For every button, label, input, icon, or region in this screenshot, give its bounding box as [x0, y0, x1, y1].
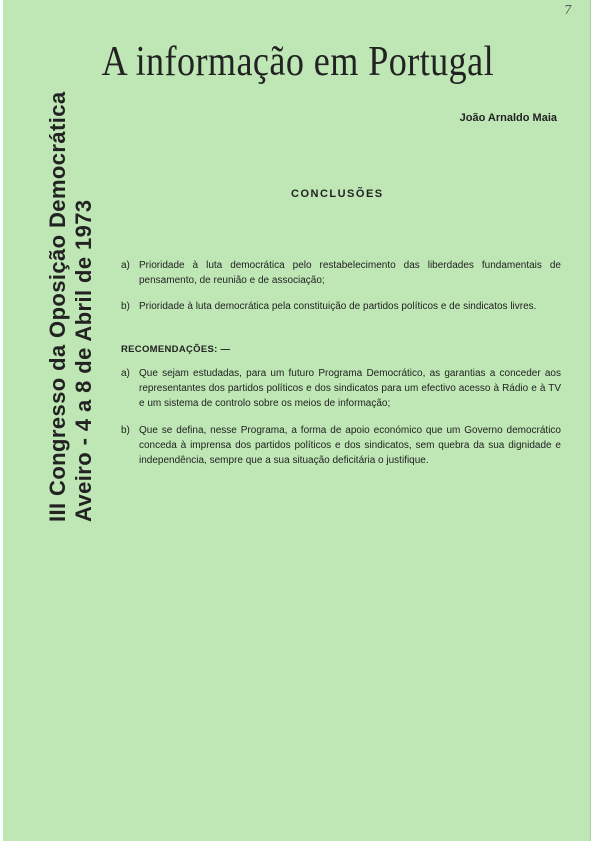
congress-vertical-caption — [45, 91, 105, 522]
document-title: A informação em Portugal — [101, 39, 495, 85]
page-number: 7 — [564, 3, 572, 17]
conclusion-item — [121, 258, 561, 288]
item-marker: a) — [121, 368, 130, 379]
item-marker: b) — [121, 425, 130, 436]
recommendation-item — [121, 366, 561, 411]
item-text: Que se defina, nesse Programa, a forma de apoio económico que um Governo democrático conceda à imprensa dos partidos políticos e dos sindicatos, sem quebra da sua dignidade e independência, sempre que a sua situação deficitária o justifique. — [139, 425, 561, 466]
recommendations-heading: RECOMENDAÇÕES: — — [121, 344, 231, 355]
item-text: Que sejam estudadas, para um futuro Programa Democrático, as garantias a conceder aos representantes dos partidos políticos e dos sindicatos para um efectivo acesso à Rádio e à TV e um sistema de controlo sobre os meios de informação; — [139, 368, 561, 409]
item-text: Prioridade à luta democrática pelo restabelecimento das liberdades fundamentais de pensamento, de reunião e de associação; — [139, 260, 561, 286]
author-name: João Arnaldo Maia — [459, 112, 557, 124]
congress-place-date: Aveiro - 4 a 8 de Abril de 1973 — [71, 199, 96, 522]
page-edge — [590, 0, 591, 841]
congress-name: III Congresso da Oposição Democrática — [45, 91, 70, 522]
recommendation-item — [121, 423, 561, 468]
item-marker: b) — [121, 301, 130, 312]
document-page — [3, 0, 591, 841]
conclusion-item — [121, 299, 561, 314]
conclusions-heading: CONCLUSÕES — [291, 188, 384, 200]
item-text: Prioridade à luta democrática pela constituição de partidos políticos e de sindicatos livres. — [139, 301, 537, 312]
item-marker: a) — [121, 260, 130, 271]
